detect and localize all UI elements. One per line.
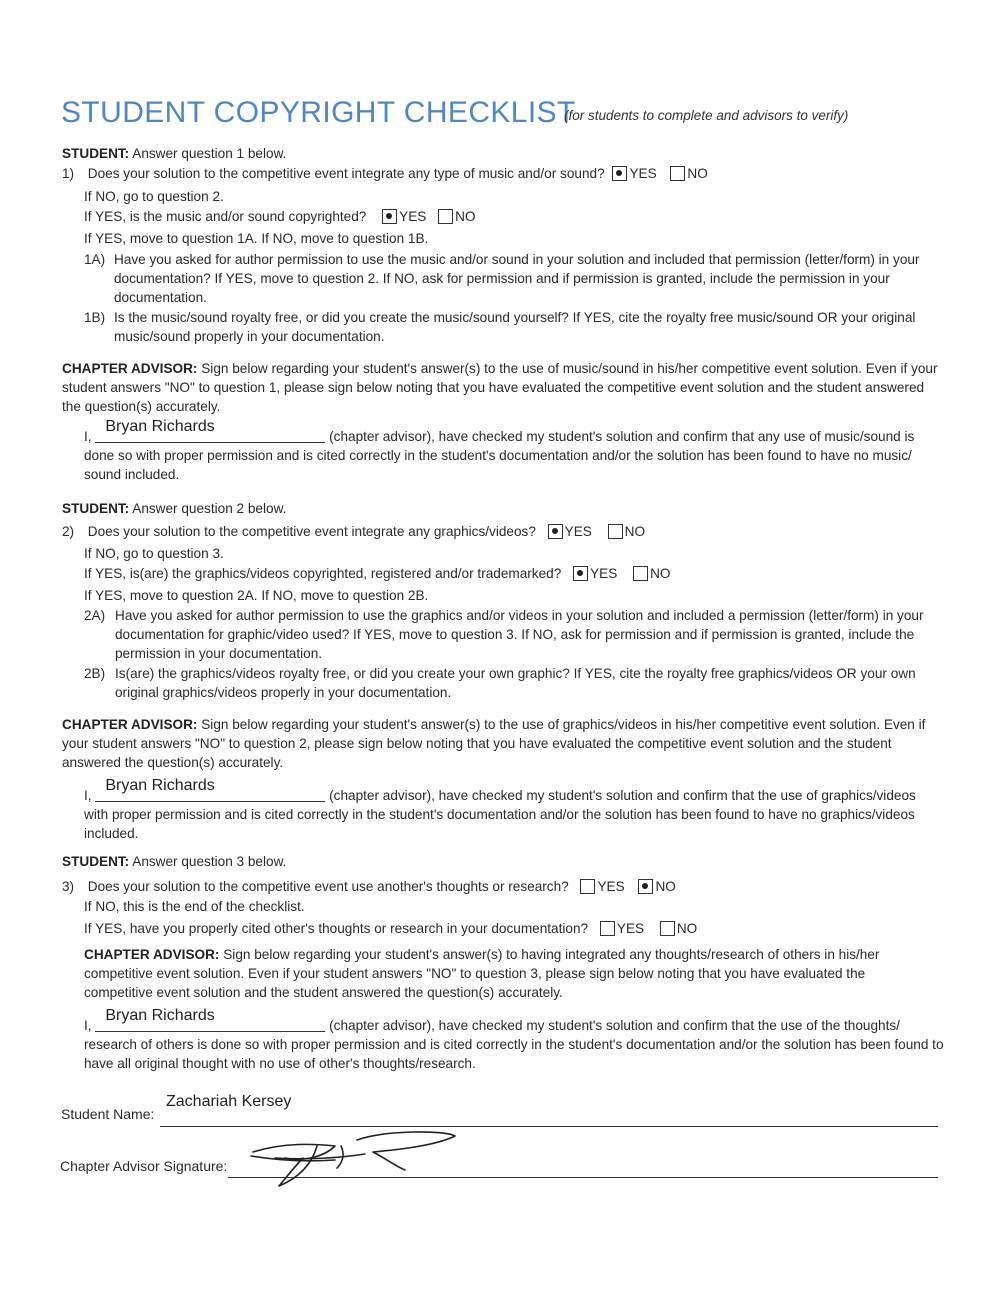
q1-sub-text: If YES, is the music and/or sound copyrighted? xyxy=(84,209,367,224)
advisor-text: Sign below regarding your student's answer(s) to having integrated any thoughts/research of others in his/her competitive event solution. Even if your student answers "NO" to question 3, please sign below noting that you have evaluated the competitive event solution and the student answered the question(s) accurately. xyxy=(84,947,880,1000)
section1-student-heading xyxy=(62,145,286,162)
q2-number: 2) xyxy=(62,524,75,539)
q2b-label: 2B) xyxy=(84,666,106,681)
q1-sub-no-checkbox[interactable] xyxy=(438,209,453,224)
student-name-field[interactable] xyxy=(160,1126,938,1127)
page-title: STUDENT COPYRIGHT CHECKLIST xyxy=(61,96,576,129)
confirm-text: (chapter advisor), have checked my student's solution and confirm that the use of the thoughts/ research of others is done so with proper permission and is cited correctly in the student's documentation and/or the solution has been found to have all original thought with no use of other's thoughts/research. xyxy=(84,1018,944,1071)
q1-no-checkbox[interactable] xyxy=(670,166,685,181)
student-instruction: Answer question 3 below. xyxy=(132,854,287,869)
section2-student-heading xyxy=(62,500,286,517)
q1b-label: 1B) xyxy=(84,310,106,325)
q3-row xyxy=(62,878,676,895)
student-instruction: Answer question 1 below. xyxy=(132,146,287,161)
q1-no-label: NO xyxy=(687,166,708,181)
q2a-item xyxy=(84,606,929,663)
q3-number: 3) xyxy=(62,879,75,894)
q1-row xyxy=(62,165,708,182)
advisor-name-field[interactable] xyxy=(95,1007,325,1032)
q2a-label: 2A) xyxy=(84,608,106,623)
q3-sub-no-checkbox[interactable] xyxy=(660,921,675,936)
advisor-name: Bryan Richards xyxy=(105,1007,215,1024)
student-name-value: Zachariah Kersey xyxy=(166,1093,292,1110)
q3-sub-text: If YES, have you properly cited other's thoughts or research in your documentation? xyxy=(84,921,589,936)
q3-text: Does your solution to the competitive event use another's thoughts or research? xyxy=(87,879,569,894)
q1b-item xyxy=(84,308,924,346)
advisor-name-field[interactable] xyxy=(95,777,325,802)
q2-sub-text: If YES, is(are) the graphics/videos copyrighted, registered and/or trademarked? xyxy=(84,566,562,581)
q2-move: If YES, move to question 2A. If NO, move to question 2B. xyxy=(84,588,429,603)
q2-sub-no-label: NO xyxy=(650,566,671,581)
q2b-text: Is(are) the graphics/videos royalty free, or did you create your own graphic? If YES, cite the royalty free graphics/videos OR your own original graphics/videos properly in your documentation. xyxy=(115,666,916,700)
student-label: STUDENT: xyxy=(62,146,130,161)
section2-advisor-instructions xyxy=(62,715,932,772)
advisor-name: Bryan Richards xyxy=(105,777,215,794)
q2-no-checkbox[interactable] xyxy=(608,524,623,539)
q2-sub-no-checkbox[interactable] xyxy=(633,566,648,581)
student-label: STUDENT: xyxy=(62,501,130,516)
q2-if-no: If NO, go to question 3. xyxy=(84,546,224,561)
q1-move: If YES, move to question 1A. If NO, move to question 1B. xyxy=(84,231,429,246)
advisor-signature-label: Chapter Advisor Signature: xyxy=(60,1158,228,1174)
q3-yes-checkbox[interactable] xyxy=(580,879,595,894)
section3-student-heading xyxy=(62,853,286,870)
q3-sub-yes-label: YES xyxy=(616,921,645,936)
q3-sub-row xyxy=(84,920,697,937)
q1-yes-checkbox[interactable] xyxy=(612,166,627,181)
q3-yes-label: YES xyxy=(597,879,625,894)
q3-no-label: NO xyxy=(655,879,676,894)
section3-advisor-instructions xyxy=(84,945,914,1002)
q2a-text: Have you asked for author permission to use the graphics and/or videos in your solution and included a permission (letter/form) in your documentation for graphic/video used? If YES, move to question 3. If NO, ask for permission and if permission is granted, include the permission in your documentation. xyxy=(115,608,924,661)
q2-text: Does your solution to the competitive event integrate any graphics/videos? xyxy=(87,524,536,539)
q1-sub-row xyxy=(84,208,476,225)
advisor-text: Sign below regarding your student's answer(s) to the use of graphics/videos in his/her competitive event solution. Even if your student answers "NO" to question 2, please sign below noting that you have evaluated the competitive event solution and the student answered the question(s) accurately. xyxy=(62,717,926,770)
q2-yes-label: YES xyxy=(564,524,592,539)
advisor-signature xyxy=(245,1128,465,1192)
i-label: I, xyxy=(84,1018,92,1033)
q3-if-no: If NO, this is the end of the checklist. xyxy=(84,899,305,914)
section3-confirmation xyxy=(84,1007,944,1073)
q2-sub-row xyxy=(84,565,670,582)
q1-sub-yes-label: YES xyxy=(399,209,427,224)
q1a-text: Have you asked for author permission to use the music and/or sound in your solution and included that permission (letter/form) in your documentation? If YES, move to question 2. If NO, ask for permission and if permission is granted, include the permission in your documentation. xyxy=(114,252,920,305)
q3-sub-no-label: NO xyxy=(676,921,698,936)
section1-advisor-instructions xyxy=(62,359,942,416)
q3-no-checkbox[interactable] xyxy=(638,879,653,894)
q3-sub-yes-checkbox[interactable] xyxy=(600,921,615,936)
q2-sub-yes-checkbox[interactable] xyxy=(573,566,588,581)
q2-yes-checkbox[interactable] xyxy=(548,524,563,539)
q1a-item xyxy=(84,250,924,307)
q1-sub-no-label: NO xyxy=(455,209,476,224)
q1-yes-label: YES xyxy=(629,166,657,181)
student-label: STUDENT: xyxy=(62,854,130,869)
i-label: I, xyxy=(84,788,92,803)
advisor-name-field[interactable] xyxy=(95,418,325,443)
q2-sub-yes-label: YES xyxy=(590,566,618,581)
confirm-text: (chapter advisor), have checked my student's solution and confirm that any use of music/sound is done so with proper permission and is cited correctly in the student's documentation and/or the solution has been found to have no music/ sound included. xyxy=(84,429,915,482)
advisor-text: Sign below regarding your student's answer(s) to the use of music/sound in his/her competitive event solution. Even if your student answers "NO" to question 1, please sign below noting that you have evaluated the competitive event solution and the student answered the question(s) accurately. xyxy=(62,361,938,414)
student-instruction: Answer question 2 below. xyxy=(132,501,287,516)
q1-sub-yes-checkbox[interactable] xyxy=(382,209,397,224)
section1-confirmation xyxy=(84,418,929,484)
i-label: I, xyxy=(84,429,92,444)
q1b-text: Is the music/sound royalty free, or did you create the music/sound yourself? If YES, cite the royalty free music/sound OR your original music/sound properly in your documentation. xyxy=(114,310,916,344)
advisor-label: CHAPTER ADVISOR: xyxy=(62,717,198,732)
q1-text: Does your solution to the competitive event integrate any type of music and/or sound? xyxy=(87,166,605,181)
q1-number: 1) xyxy=(62,166,75,181)
q1-if-no: If NO, go to question 2. xyxy=(84,189,224,204)
q2b-item xyxy=(84,664,929,702)
q1a-label: 1A) xyxy=(84,252,106,267)
confirm-text: (chapter advisor), have checked my student's solution and confirm that the use of graphics/videos with proper permission and is cited correctly in the student's documentation and/or the solution has been found to have no graphics/videos included. xyxy=(84,788,916,841)
student-name-label: Student Name: xyxy=(61,1106,155,1122)
page-subtitle: (for students to complete and advisors to verify) xyxy=(564,108,849,123)
advisor-name: Bryan Richards xyxy=(105,418,215,435)
advisor-label: CHAPTER ADVISOR: xyxy=(84,947,220,962)
q2-row xyxy=(62,523,645,540)
advisor-label: CHAPTER ADVISOR: xyxy=(62,361,198,376)
q2-no-label: NO xyxy=(624,524,646,539)
section2-confirmation xyxy=(84,777,934,843)
